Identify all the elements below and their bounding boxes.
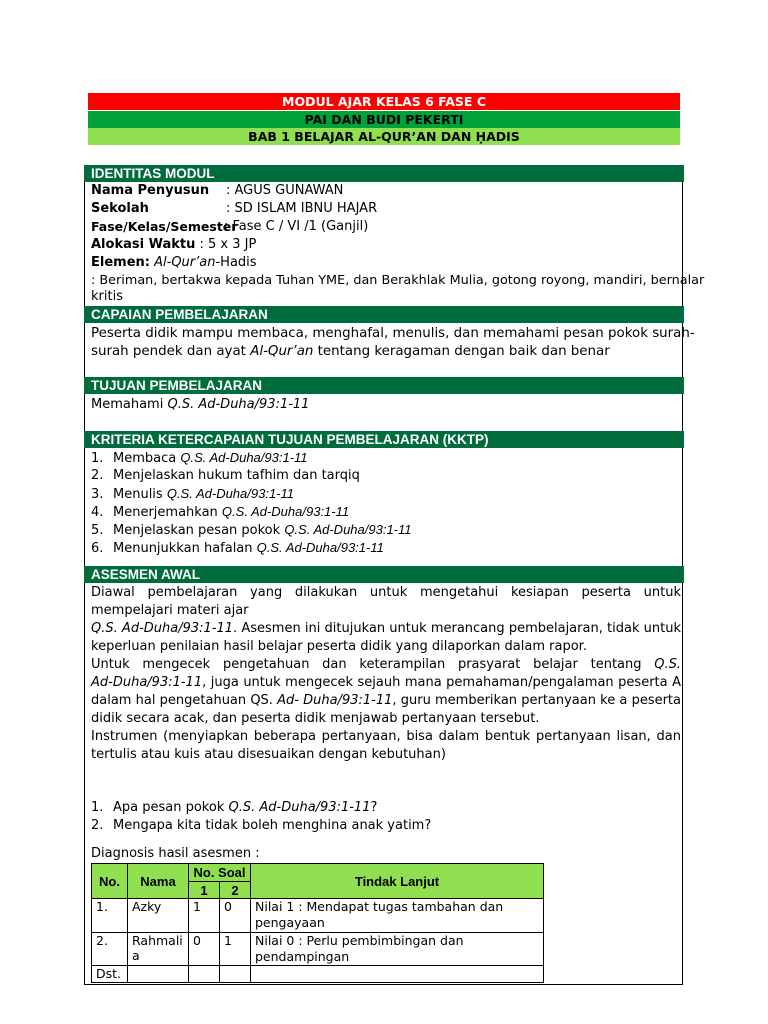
capaian-line1: Peserta didik mampu membaca, menghafal, menulis, dan memahami pesan pokok surah-: [91, 326, 695, 341]
sekolah-value: : SD ISLAM IBNU HAJAR: [226, 201, 378, 216]
asesmen-p3-l2-rest: , juga untuk mengecek sejauh mana pemahaman/pengalaman peserta A: [202, 675, 681, 690]
asesmen-p2-l1: [91, 620, 681, 638]
capaian-line2: [91, 343, 610, 361]
question-text: Apa pesan pokok: [113, 800, 229, 815]
kktp-item: [91, 503, 349, 522]
chapter-banner: BAB 1 BELAJAR AL-QUR’AN DAN ḤADIS: [88, 128, 680, 145]
penyusun-label: Nama Penyusun: [91, 183, 210, 198]
penyusun-value: : AGUS GUNAWAN: [226, 183, 344, 198]
asesmen-p1: [91, 584, 681, 620]
asesmen-p1-l1: Diawal pembelajaran yang dilakukan untuk mengetahui kesiapan peserta untuk: [91, 585, 681, 600]
diagnosis-table: [91, 863, 544, 983]
question-number: 2.: [91, 818, 104, 833]
kktp-item-number: 3.: [91, 487, 104, 502]
profil-line2: kritis: [91, 289, 123, 304]
kktp-item-text: Menulis: [113, 487, 167, 502]
elemen-label: Elemen:: [91, 255, 150, 270]
tujuan-text: [91, 396, 309, 414]
cell-soal-2: [220, 966, 251, 983]
col-header-soal: No. Soal: [189, 864, 251, 882]
subject-banner: PAI DAN BUDI PEKERTI: [88, 111, 680, 128]
kktp-item-number: 5.: [91, 523, 104, 538]
cell-soal-1: 1: [189, 899, 220, 933]
kktp-item-surah: Q.S. Ad-Duha/93:1-11: [284, 522, 412, 537]
asesmen-p3-l3-rest: , guru memberikan pertanyaan ke a peserta: [392, 693, 681, 708]
kktp-item: [91, 521, 412, 540]
alokasi-value: : 5 x 3 JP: [199, 237, 257, 252]
section-identitas-heading: IDENTITAS MODUL: [84, 165, 684, 182]
alokasi-row: [91, 236, 256, 254]
asesmen-p2-l2: keperluan penilaian hasil belajar peserta didik yang dilaporkan dalam rapor.: [91, 639, 587, 654]
asesmen-p3-l2-italic: Ad-Duha/93:1-11: [91, 675, 203, 690]
kktp-item: [91, 449, 308, 468]
elemen-row: [91, 254, 257, 272]
question-item: [91, 799, 377, 817]
question-mark: ?: [370, 800, 378, 815]
question-surah: Q.S. Ad-Duha/93:1-11: [228, 800, 371, 815]
cell-nama: [128, 899, 189, 933]
cell-tindak: [251, 933, 544, 966]
tujuan-text-a: Memahami: [91, 397, 168, 412]
col-header-tindak: Tindak Lanjut: [251, 864, 544, 899]
kktp-item-surah: Q.S. Ad-Duha/93:1-11: [180, 450, 308, 465]
kktp-item-number: 4.: [91, 505, 104, 520]
cell-no: Dst.: [92, 966, 128, 983]
table-row: [92, 966, 544, 983]
kktp-item-number: 2.: [91, 468, 104, 483]
asesmen-p3-l2: [91, 674, 681, 692]
cell-nama: [128, 933, 189, 966]
cell-no: 2.: [92, 933, 128, 966]
capaian-line2-b: tentang keragaman dengan baik dan benar: [313, 344, 610, 359]
cell-tindak: [251, 966, 544, 983]
cell-tindak-line2: pengayaan: [255, 915, 325, 930]
kktp-item-text: Menjelaskan pesan pokok: [113, 523, 285, 538]
cell-soal-2: 0: [220, 899, 251, 933]
asesmen-p2-italic: Q.S. Ad-Duha/93:1-11: [91, 621, 234, 636]
module-title-banner: MODUL AJAR KELAS 6 FASE C: [88, 93, 680, 110]
elemen-value-rest: -Hadis: [215, 255, 257, 270]
asesmen-p2: [91, 620, 681, 656]
col-header-nama: Nama: [128, 864, 189, 899]
fase-value: : Fase C / VI /1 (Ganjil): [224, 219, 369, 234]
asesmen-p3-l1: [91, 656, 681, 674]
kktp-item-text: Menjelaskan hukum tafhim dan tarqiq: [113, 468, 360, 483]
cell-tindak-line1: Nilai 0 : Perlu pembimbingan dan: [255, 933, 464, 948]
kktp-item: [91, 539, 384, 558]
cell-no: 1.: [92, 899, 128, 933]
cell-nama-line2: a: [132, 948, 140, 963]
capaian-line2-italic: Al-Qur’an: [250, 344, 314, 359]
asesmen-p4: [91, 728, 681, 764]
profil-line1: : Beriman, bertakwa kepada Tuhan YME, dan Berakhlak Mulia, gotong royong, mandiri, bernalar: [91, 273, 705, 288]
cell-tindak: [251, 899, 544, 933]
asesmen-p3-l3-italic: Ad- Duha/93:1-11: [277, 693, 393, 708]
section-capaian-heading: CAPAIAN PEMBELAJARAN: [84, 306, 684, 323]
kktp-item-text: Menunjukkan hafalan: [113, 541, 257, 556]
table-row: [92, 899, 544, 933]
cell-soal-1: 0: [189, 933, 220, 966]
capaian-line2-a: surah pendek dan ayat: [91, 344, 251, 359]
cell-nama-line1: Rahmali: [132, 933, 183, 948]
question-text: Mengapa kita tidak boleh menghina anak yatim?: [113, 818, 432, 833]
elemen-value-italic: Al-Qur’an: [154, 255, 216, 270]
asesmen-p2-l1-rest: . Asesmen ini ditujukan untuk merancang pembelajaran, tidak untuk: [233, 621, 682, 636]
tujuan-text-italic: Q.S. Ad-Duha/93:1-11: [167, 397, 310, 412]
section-kktp-heading: KRITERIA KETERCAPAIAN TUJUAN PEMBELAJARAN (KKTP): [84, 431, 684, 448]
kktp-item-surah: Q.S. Ad-Duha/93:1-11: [221, 504, 350, 519]
question-item: [91, 817, 431, 835]
asesmen-p3-l1-italic: Q.S.: [654, 657, 681, 672]
fase-label: Fase/Kelas/Semester: [91, 219, 238, 234]
asesmen-p3-l3-a: dalam hal pengetahuan QS.: [91, 693, 278, 708]
asesmen-p1-l2: mempelajari materi ajar: [91, 603, 249, 618]
cell-tindak-line1: Nilai 1 : Mendapat tugas tambahan dan: [255, 899, 504, 914]
kktp-item-surah: Q.S. Ad-Duha/93:1-11: [166, 486, 295, 501]
cell-soal-2: 1: [220, 933, 251, 966]
kktp-item-text: Menerjemahkan: [113, 505, 222, 520]
kktp-item-surah: Q.S. Ad-Duha/93:1-11: [256, 540, 384, 555]
col-header-no: No.: [92, 864, 128, 899]
asesmen-p3: [91, 656, 681, 728]
kktp-item-text: Membaca: [113, 451, 181, 466]
cell-nama: [128, 966, 189, 983]
cell-soal-1: [189, 966, 220, 983]
section-tujuan-heading: TUJUAN PEMBELAJARAN: [84, 377, 684, 394]
col-header-soal-1: 1: [189, 882, 220, 899]
kktp-item: [91, 467, 360, 485]
table-row: [92, 933, 544, 966]
section-asesmen-heading: ASESMEN AWAL: [84, 566, 684, 583]
question-number: 1.: [91, 800, 104, 815]
cell-nama-line1: Azky: [132, 899, 162, 914]
col-header-soal-2: 2: [220, 882, 251, 899]
alokasi-label: Alokasi Waktu: [91, 237, 196, 252]
kktp-item-number: 1.: [91, 451, 104, 466]
asesmen-p4-l1: Instrumen (menyiapkan beberapa pertanyaan, bisa dalam bentuk pertanyaan lisan, dan: [91, 729, 681, 744]
cell-tindak-line2: pendampingan: [255, 949, 350, 964]
asesmen-p3-l4: didik secara acak, dan peserta didik menjawab pertanyaan tersebut.: [91, 711, 540, 726]
kktp-item: [91, 485, 294, 504]
diagnosis-label: Diagnosis hasil asesmen :: [91, 846, 260, 861]
kktp-item-number: 6.: [91, 541, 104, 556]
asesmen-p3-l3: [91, 692, 681, 710]
asesmen-p3-l1-a: Untuk mengecek pengetahuan dan keterampilan prasyarat belajar tentang: [91, 657, 655, 672]
asesmen-p4-l2: tertulis atau kuis atau disesuaikan dengan kebutuhan): [91, 747, 446, 762]
sekolah-label: Sekolah: [91, 201, 149, 216]
